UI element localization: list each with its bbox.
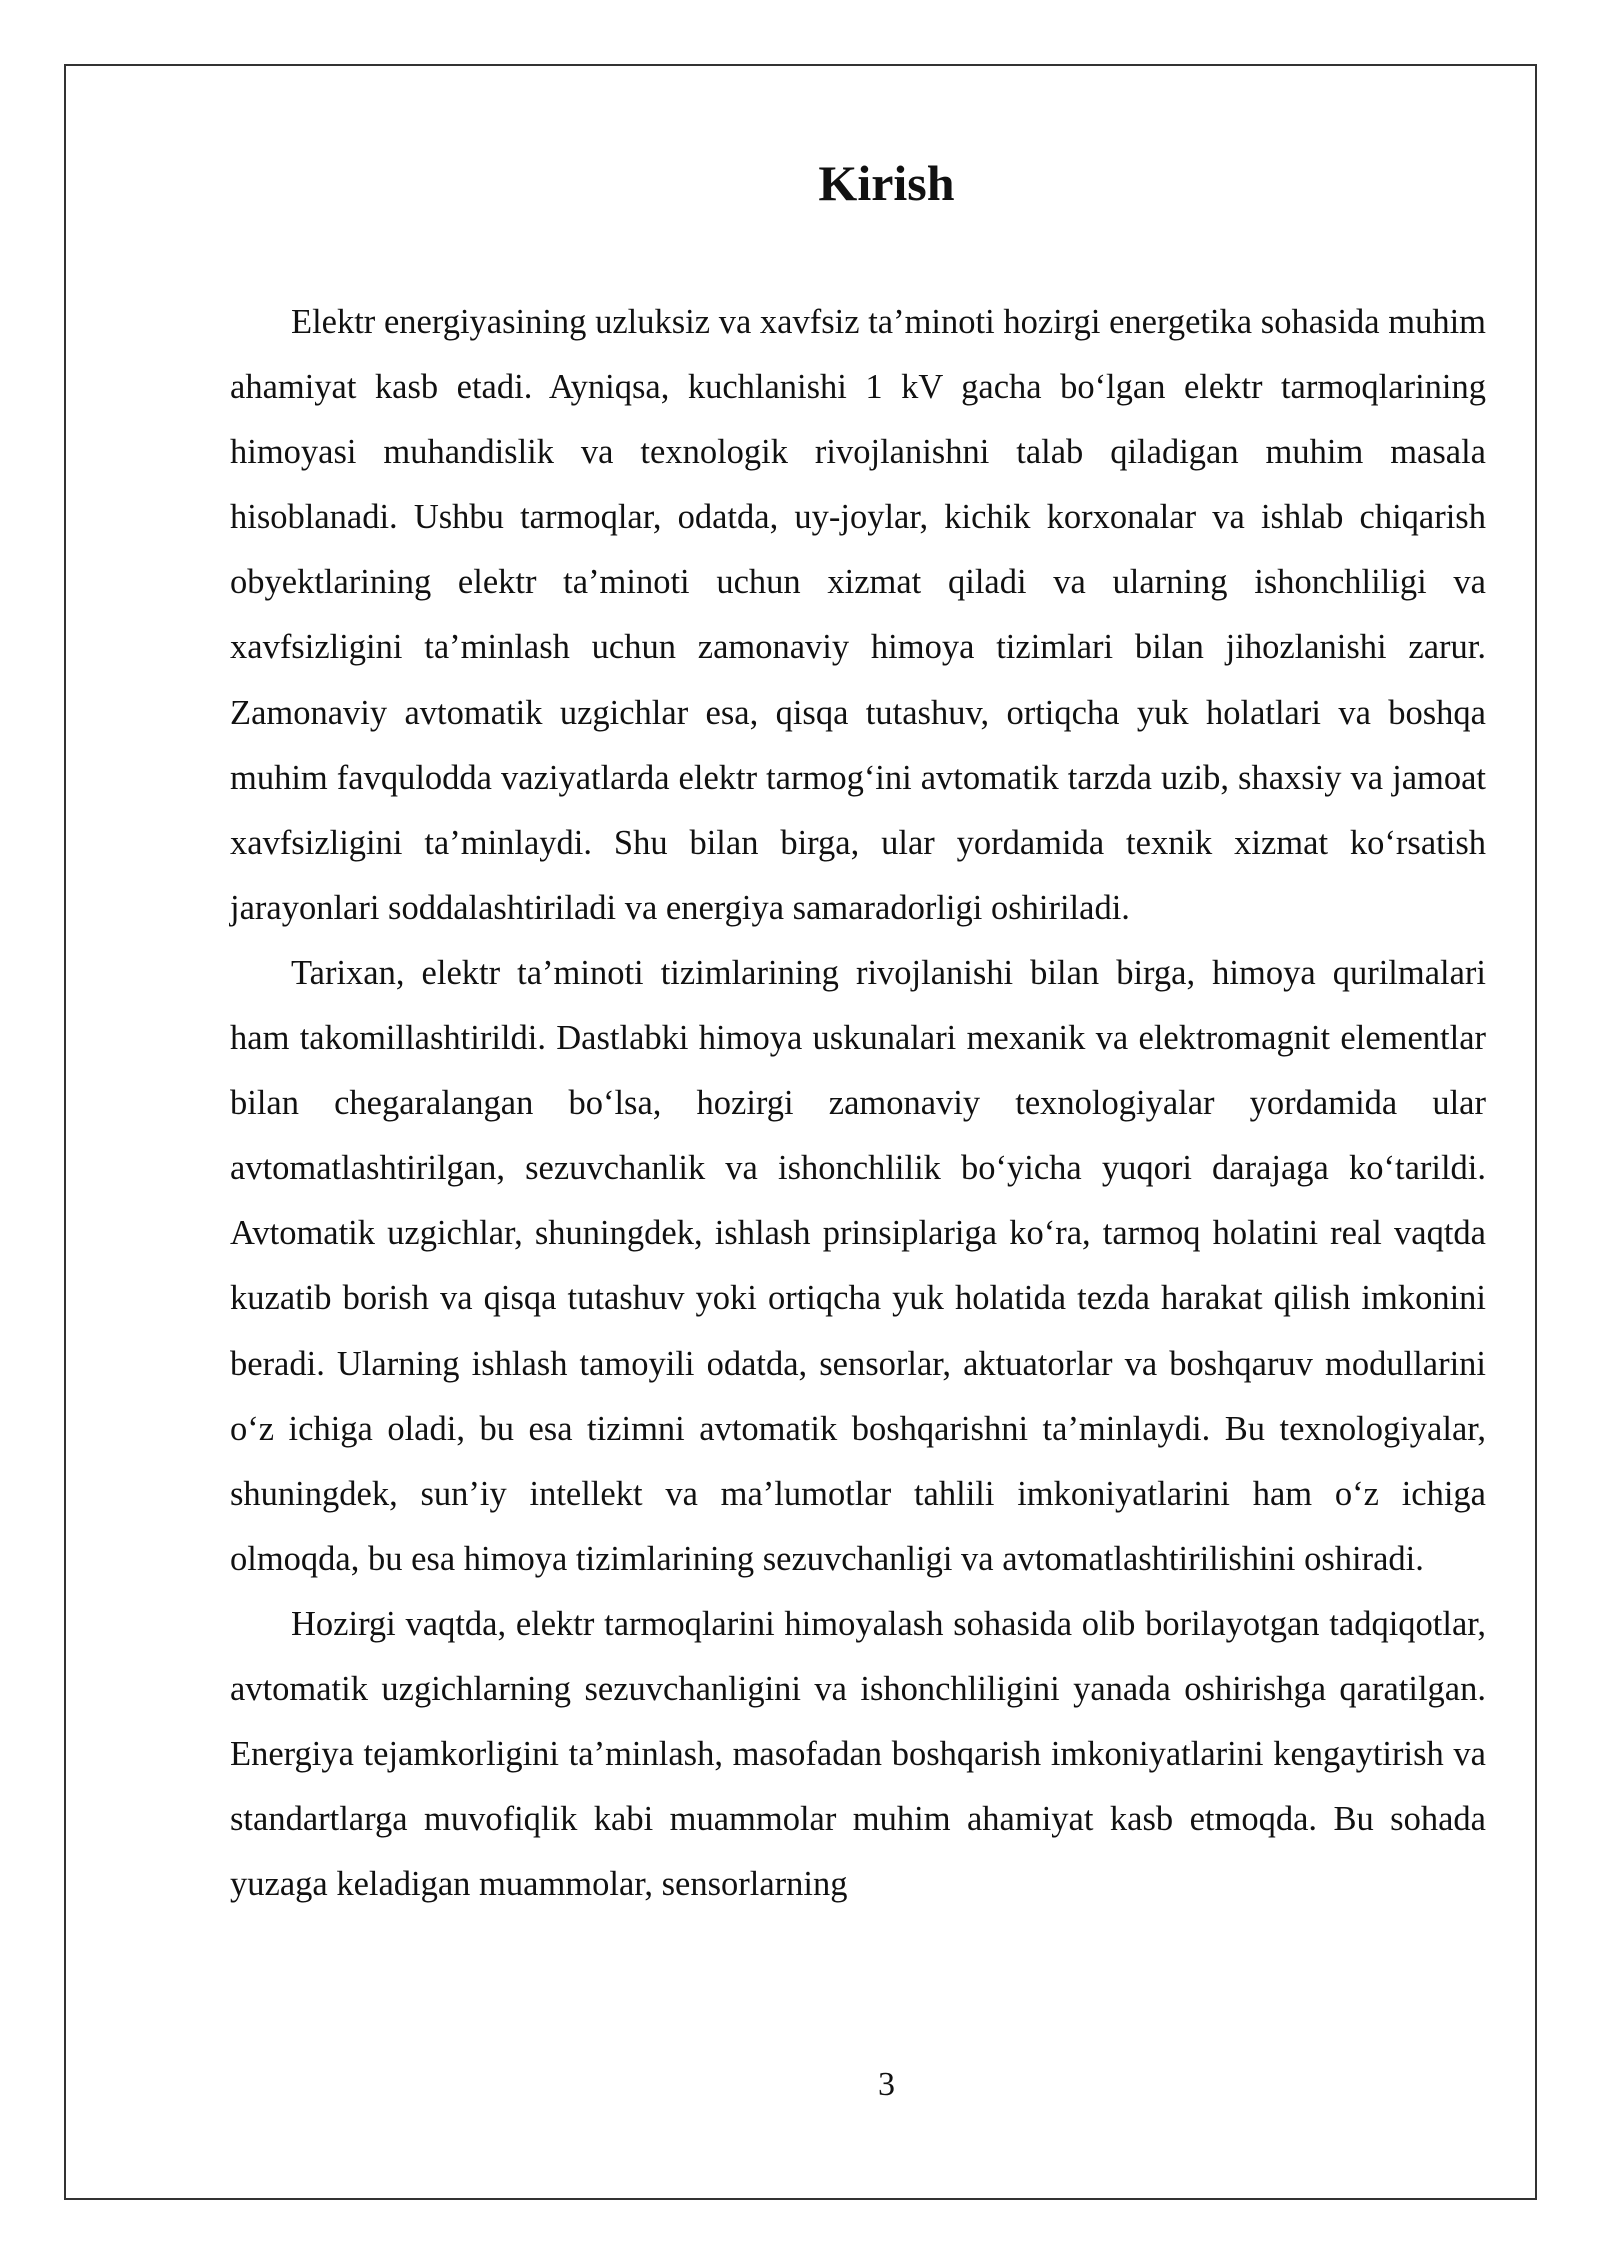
document-body	[230, 290, 1486, 1917]
paragraph-1: Elektr energiyasining uzluksiz va xavfsiz ta’minoti hozirgi energetika sohasida muhim ahamiyat kasb etadi. Ayniqsa, kuchlanishi 1 kV gacha boʻlgan elektr tarmoqlarining himoyasi muhandislik va texnologik rivojlanishni talab qiladigan muhim masala hisoblanadi. Ushbu tarmoqlar, odatda, uy-joylar, kichik korxonalar va ishlab chiqarish obyektlarining elektr ta’minoti uchun xizmat qiladi va ularning ishonchliligi va xavfsizligini ta’minlash uchun zamonaviy himoya tizimlari bilan jihozlanishi zarur. Zamonaviy avtomatik uzgichlar esa, qisqa tutashuv, ortiqcha yuk holatlari va boshqa muhim favqulodda vaziyatlarda elektr tarmogʻini avtomatik tarzda uzib, shaxsiy va jamoat xavfsizligini ta’minlaydi. Shu bilan birga, ular yordamida texnik xizmat koʻrsatish jarayonlari soddalashtiriladi va energiya samaradorligi oshiriladi.	[230, 303, 1486, 927]
paragraph-3: Hozirgi vaqtda, elektr tarmoqlarini himoyalash sohasida olib borilayotgan tadqiqotlar, avtomatik uzgichlarning sezuvchanligini va ishonchliligini yanada oshirishga qaratilgan. Energiya tejamkorligini ta’minlash, masofadan boshqarish imkoniyatlarini kengaytirish va standartlarga muvofiqlik kabi muammolar muhim ahamiyat kasb etmoqda. Bu sohada yuzaga keladigan muammolar, sensorlarning	[230, 1604, 1486, 1904]
page-title: Kirish	[818, 155, 955, 211]
paragraph-2: Tarixan, elektr ta’minoti tizimlarining rivojlanishi bilan birga, himoya qurilmalari ham takomillashtirildi. Dastlabki himoya uskunalari mexanik va elektromagnit elementlar bilan chegaralangan boʻlsa, hozirgi zamonaviy texnologiyalar yordamida ular avtomatlashtirilgan, sezuvchanlik va ishonchlilik boʻyicha yuqori darajaga koʻtarildi. Avtomatik uzgichlar, shuningdek, ishlash prinsiplariga koʻra, tarmoq holatini real vaqtda kuzatib borish va qisqa tutashuv yoki ortiqcha yuk holatida tezda harakat qilish imkonini beradi. Ularning ishlash tamoyili odatda, sensorlar, aktuatorlar va boshqaruv modullarini oʻz ichiga oladi, bu esa tizimni avtomatik boshqarishni ta’minlaydi. Bu texnologiyalar, shuningdek, sun’iy intellekt va ma’lumotlar tahlili imkoniyatlarini ham oʻz ichiga olmoqda, bu esa himoya tizimlarining sezuvchanligi va avtomatlashtirilishini oshiradi.	[230, 953, 1486, 1578]
page-number: 3	[878, 2066, 895, 2103]
